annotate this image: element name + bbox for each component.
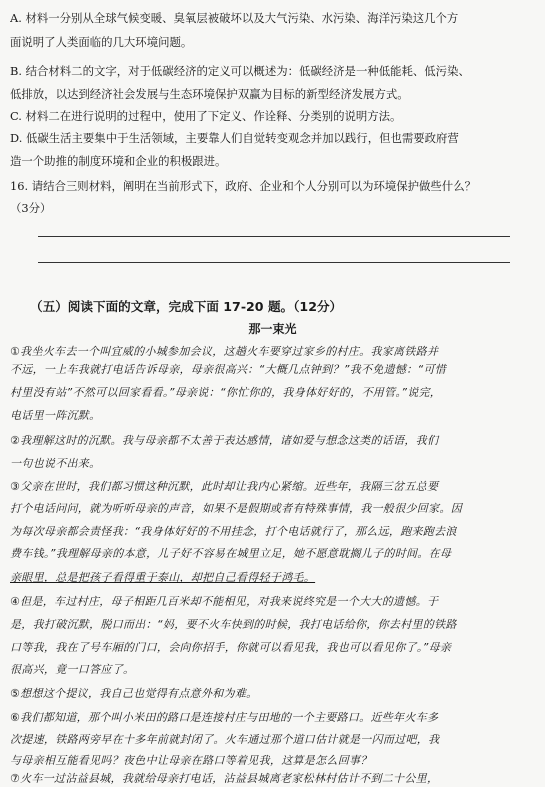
article-line: 电话里一阵沉默。 xyxy=(10,409,101,422)
article-line: ④但是，车过村庄，母子相距几百米却不能相见，对我来说终究是一个大大的遗憾。于 xyxy=(10,595,439,608)
answer-line-1[interactable] xyxy=(38,236,510,237)
article-line: ②我理解这时的沉默。我与母亲都不太善于表达感情，诸如爱与想念这类的话语，我们 xyxy=(10,434,439,447)
article-line: ③父亲在世时，我们都习惯这种沉默，此时却让我内心紧缩。近些年，我隔三岔五总要 xyxy=(10,480,439,493)
article-line-underlined: 亲眼里，总是把孩子看得重于泰山，却把自己看得轻于鸿毛。 xyxy=(10,571,316,584)
option-d-line-2: 造一个助推的制度环境和企业的积极跟进。 xyxy=(10,154,227,168)
option-c-line-1: C. 材料二在进行说明的过程中，使用了下定义、作诠释、分类别的说明方法。 xyxy=(10,109,402,123)
article-line: 打个电话问问，就为听听母亲的声音，如果不是假期或者有特殊事情，我一般很少回家。因 xyxy=(10,502,462,515)
article-line: ⑤想想这个提议，我自己也觉得有点意外和为难。 xyxy=(10,687,258,700)
article-line: 是，我打破沉默，脱口而出：“妈，要不火车快到的时候，我打电话给你，你去村里的铁路 xyxy=(10,618,457,631)
option-a-line-2: 面说明了人类面临的几大环境问题。 xyxy=(10,35,193,49)
option-b-line-2: 低排放，以达到经济社会发展与生态环境保护双赢为目标的新型经济发展方式。 xyxy=(10,87,409,101)
article-line: 次提速，铁路两旁早在十多年前就封闭了。火车通过那个道口估计就是一闪而过吧，我 xyxy=(10,733,440,746)
article-line: ⑥我们都知道，那个叫小米田的路口是连接村庄与田地的一个主要路口。近些年火车多 xyxy=(10,711,439,724)
article-line: 一句也说不出来。 xyxy=(10,457,101,470)
article-line: 为每次母亲都会责怪我：“我身体好好的不用挂念，打个电话就行了，那么远，跑来跑去浪 xyxy=(10,525,457,538)
question-16-text: 16. 请结合三则材料，阐明在当前形式下，政府、企业和个人分别可以为环境保护做些什么？ xyxy=(10,179,476,193)
answer-line-2[interactable] xyxy=(38,262,510,263)
article-line: 不远，一上车我就打电话告诉母亲，母亲很高兴：“大概几点钟到？”我不免遗憾：“可惜 xyxy=(10,363,447,376)
article-line: 村里没有站”不然可以回家看看。”母亲说：“你忙你的，我身体好好的，不用管。”说完， xyxy=(10,386,442,399)
article-line: 费车钱。”我理解母亲的本意，儿子好不容易在城里立足，她不愿意耽搁儿子的时间。在母 xyxy=(10,547,452,560)
article-line: 很高兴，竟一口答应了。 xyxy=(10,663,135,676)
article-title: 那一束光 xyxy=(248,322,297,336)
question-16-score: （3分） xyxy=(10,201,52,215)
article-line: 口等我，我在了号车厢的门口，会向你招手，你就可以看见我，我也可以看见你了。”母亲 xyxy=(10,641,452,654)
article-line: ⑦火车一过沾益县城，我就给母亲打电话，沾益县城离老家松林村估计不到二十公里， xyxy=(10,772,439,785)
section-5-heading: （五）阅读下面的文章，完成下面 17-20 题。（12分） xyxy=(30,299,343,314)
article-line: 与母亲相互能看见吗？夜色中让母亲在路口等着见我，这算是怎么回事？ xyxy=(10,754,372,767)
option-a-line-1: A. 材料一分别从全球气候变暖、臭氧层被破坏以及大气污染、水污染、海洋污染这几个方 xyxy=(10,11,459,25)
option-d-line-1: D. 低碳生活主要集中于生活领域，主要靠人们自觉转变观念并加以践行，但也需要政府营 xyxy=(10,131,459,145)
article-line: ①我坐火车去一个叫宜威的小城参加会议，这趟火车要穿过家乡的村庄。我家离铁路并 xyxy=(10,345,439,358)
option-b-line-1: B. 结合材料二的文字，对于低碳经济的定义可以概述为：低碳经济是一种低能耗、低污染、 xyxy=(10,64,470,78)
